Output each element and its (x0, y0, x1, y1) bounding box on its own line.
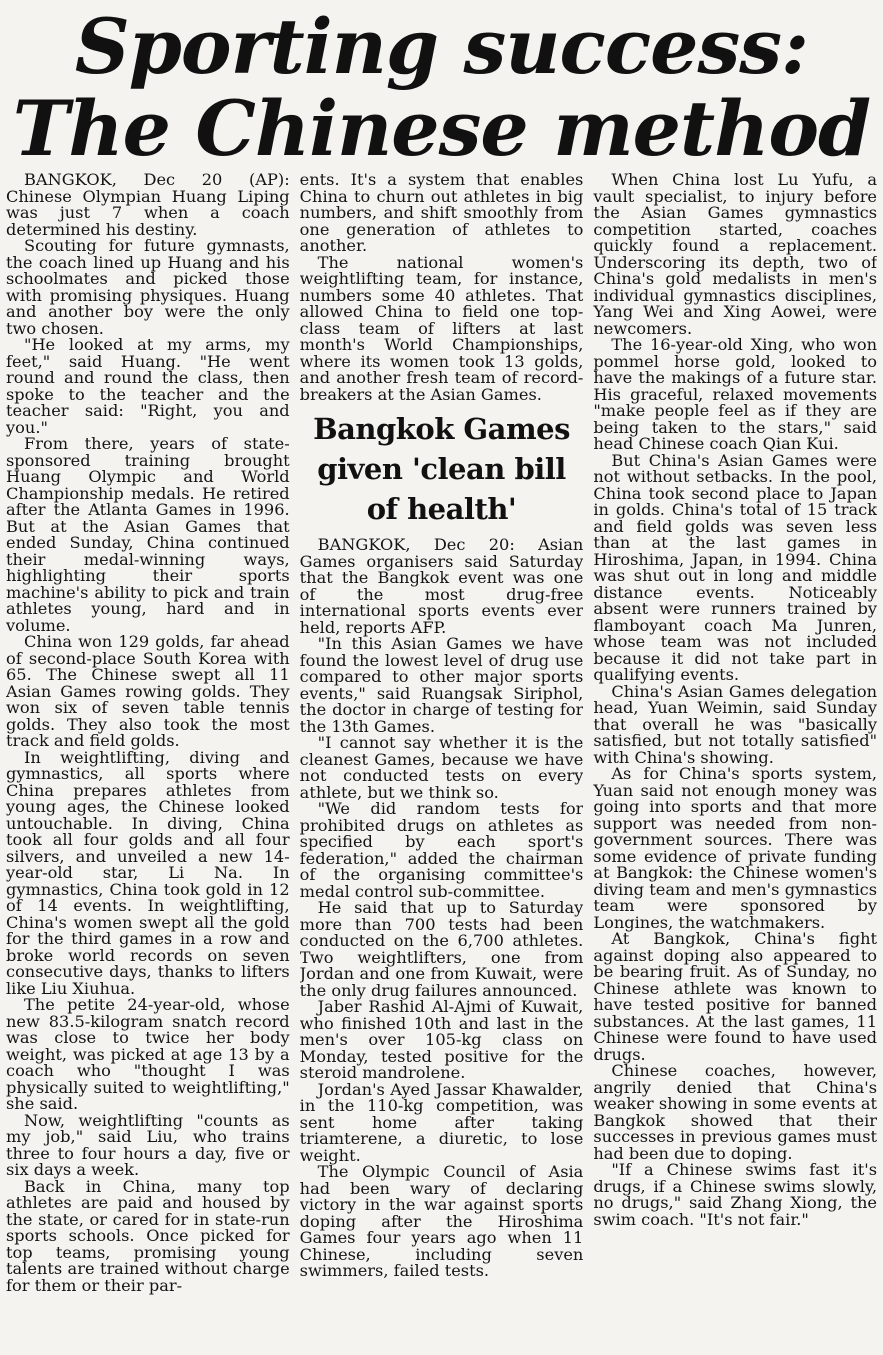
article-paragraph: Now, weightlifting "counts as my job," said Liu, who trains three to four hours a day, five or six days a week. (6, 1110, 290, 1179)
article-paragraph: Back in China, many top athletes are paid and housed by the state, or cared for in state-run sports schools. Once picked for top teams, promising young talents are trained without charge for them or their par- (6, 1176, 290, 1295)
sidebar-story-headline: Bangkok Games given 'clean bill of health' (313, 412, 570, 526)
article-paragraph: The petite 24-year-old, whose new 83.5-kilogram snatch record was close to twice her body weight, was picked at age 13 by a coach who "thought I was physically suited to weightlifting," she said. (6, 995, 290, 1113)
article-paragraph: The national women's weightlifting team, for instance, numbers some 40 athletes. That allowed China to field one top-class team of lifters at last month's World Championships, where its women took 13 golds, and another fresh team of record-breakers at the Asian Games. (299, 252, 584, 404)
column-1 (6, 172, 290, 1355)
column-3 (593, 172, 877, 1355)
column-2 (300, 172, 584, 1355)
sidebar-story-paragraph: Jaber Rashid Al-Ajmi of Kuwait, who finished 10th and last in the men's over 105-kg class on Monday, tested positive for the steroid mandrolene. (299, 997, 584, 1082)
sidebar-story-paragraph: The Olympic Council of Asia had been wary of declaring victory in the war against sports doping after the Hiroshima Games four years ago when 11 Chinese, including seven swimmers, failed tests. (299, 1162, 584, 1280)
article-paragraph: But China's Asian Games were not without setbacks. In the pool, China took second place to Japan in golds. China's total of 15 track and field golds was seven less than at the last games in Hiroshima, Japan, in 1994. China was shut out in long and middle distance events. Noticeably absent were runners trained by flamboyant coach Ma Junren, whose team was not included because it did not take part in qualifying events. (593, 450, 878, 684)
article-paragraph: China won 129 golds, far ahead of second-place South Korea with 65. The Chinese swept all 11 Asian Games rowing golds. They won six of seven table tennis golds. They also took the most track and field golds. (6, 632, 290, 750)
sidebar-story-paragraph: Jordan's Ayed Jassar Khawalder, in the 110-kg competition, was sent home after taking triamterene, a diuretic, to lose weight. (299, 1079, 584, 1165)
article-paragraph: At Bangkok, China's fight against doping also appeared to be bearing fruit. As of Sunday, no Chinese athlete was known to have tested positive for banned substances. At the last games, 11 Chinese were found to have used drugs. (593, 929, 878, 1064)
article-paragraph: In weightlifting, diving and gymnastics, all sports where China prepares athletes from young ages, the Chinese looked untouchable. In diving, China took all four golds and all four silvers, and unveiled a new 14-year-old star, Li Na. In gymnastics, China took gold in 12 of 14 events. In weightlifting, China's women swept all the gold for the third games in a row and broke world records on seven consecutive days, thanks to lifters like Liu Xiuhua. (6, 747, 290, 998)
sidebar-story-paragraph: BANGKOK, Dec 20: Asian Games organisers said Saturday that the Bangkok event was one of the most drug-free international sports events ever held, reports AFP. (299, 535, 584, 637)
article-paragraph: As for China's sports system, Yuan said not enough money was going into sports and that more support was needed from non-government sources. There was some evidence of private funding at Bangkok: the Chinese women's diving team and men's gymnastics team were sponsored by Longines, the watchmakers. (593, 764, 878, 932)
sidebar-story-paragraph: "We did random tests for prohibited drugs on athletes as specified by each sport's federation," added the chairman of the organising committee's medal control sub-committee. (299, 799, 584, 901)
main-headline: Sporting success: The Chinese method (12, 2, 871, 173)
sidebar-story-paragraph: "In this Asian Games we have found the lowest level of drug use compared to other major sports events," said Ruangsak Siriphol, the doctor in charge of testing for the 13th Games. (299, 634, 584, 736)
article-paragraph: Chinese coaches, however, angrily denied that China's weaker showing in some events at Bangkok showed that their successes in previous games must had been due to doping. (593, 1061, 878, 1163)
article-paragraph: "He looked at my arms, my feet," said Huang. "He went round and round the class, then spoke to the teacher and the teacher said: "Right, you and you." (6, 335, 290, 437)
sidebar-story-paragraph: "I cannot say whether it is the cleanest Games, because we have not conducted tests on every athlete, but we think so. (299, 733, 584, 802)
article-paragraph: "If a Chinese swims fast it's drugs, if a Chinese swims slowly, no drugs," said Zhang Xiong, the swim coach. "It's not fair." (593, 1160, 878, 1229)
article-columns (6, 172, 877, 1355)
article-paragraph: The 16-year-old Xing, who won pommel horse gold, looked to have the makings of a future star. His graceful, relaxed movements "make people feel as if they are being taken to the stars," said head Chinese coach Qian Kui. (593, 335, 878, 453)
article-paragraph: When China lost Lu Yufu, a vault specialist, to injury before the Asian Games gymnastics competition started, coaches quickly found a replacement. Underscoring its depth, two of China's gold medalists in men's individual gymnastics disciplines, Yang Wei and Xing Aowei, were newcomers. (593, 172, 878, 338)
article-paragraph: BANGKOK, Dec 20 (AP): Chinese Olympian Huang Liping was just 7 when a coach determined his destiny. (6, 172, 290, 239)
article-paragraph: From there, years of state-sponsored training brought Huang Olympic and World Championship medals. He retired after the Atlanta Games in 1996. But at the Asian Games that ended Sunday, China continued their medal-winning ways, highlighting their sports machine's ability to pick and train athletes young, hard and in volume. (6, 434, 290, 635)
article-paragraph: Scouting for future gymnasts, the coach lined up Huang and his schoolmates and picked those with promising physiques. Huang and another boy were the only two chosen. (6, 236, 290, 338)
sidebar-story-paragraph: He said that up to Saturday more than 700 tests had been conducted on the 6,700 athletes. Two weightlifters, one from Jordan and one from Kuwait, were the only drug failures announced. (299, 898, 584, 1000)
article-paragraph: ents. It's a system that enables China to churn out athletes in big numbers, and shift smoothly from one generation of athletes to another. (299, 172, 584, 255)
article-paragraph: China's Asian Games delegation head, Yuan Weimin, said Sunday that overall he was "basically satisfied, but not totally satisfied" with China's showing. (593, 681, 878, 767)
